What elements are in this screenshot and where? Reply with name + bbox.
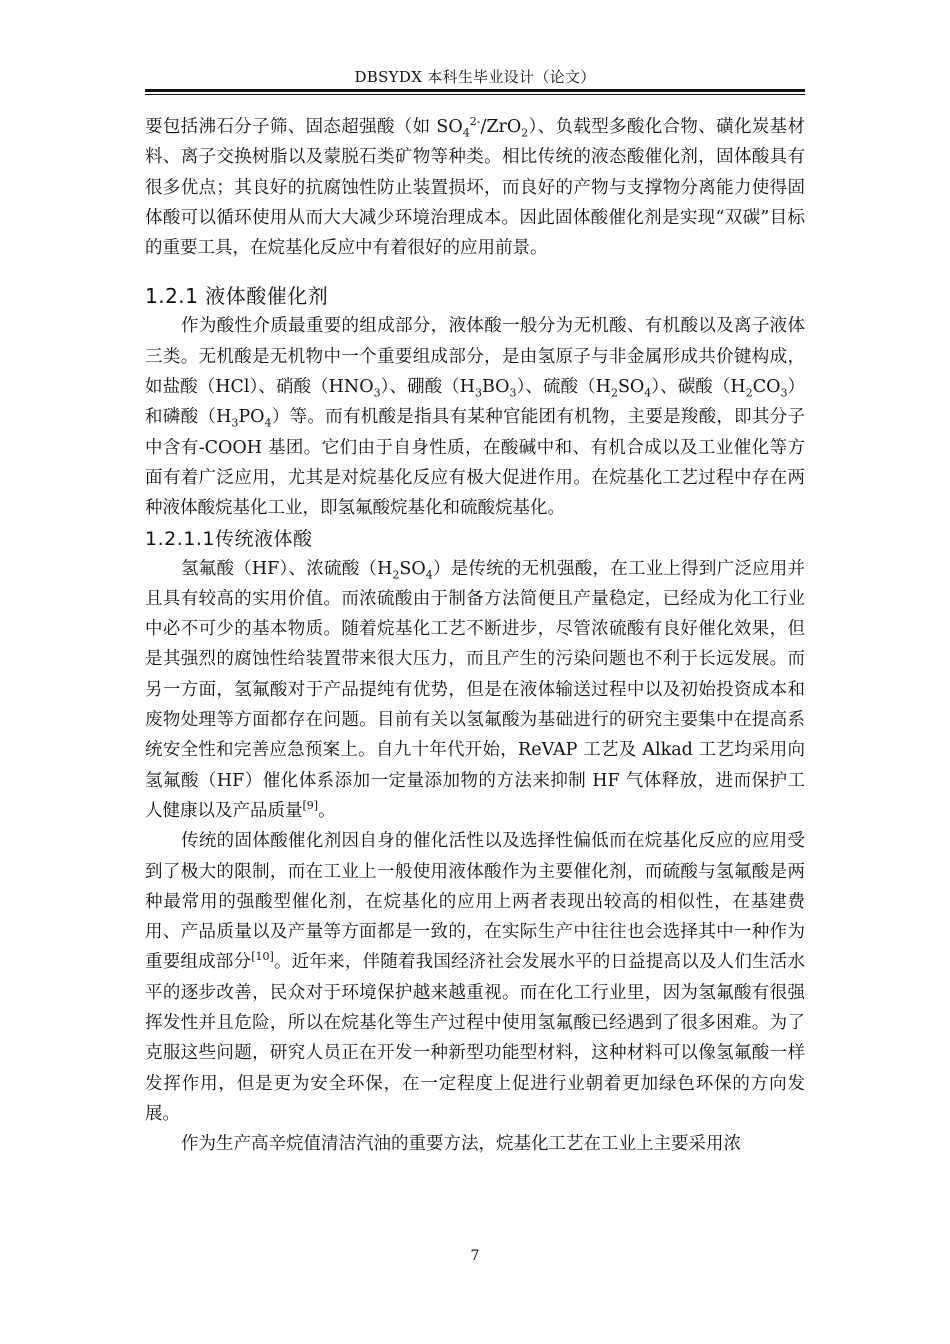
paragraph-solid-acid: 要包括沸石分子筛、固态超强酸（如 $SO_4^{2-}/ZrO_2$）、负载型多酸化合物、磺化炭基材料、离子交换树脂以及蒙脱石类矿物等种类。相比传统的液态酸催化剂，固体酸具有很多优点；其良好的抗腐蚀性防止装置损坏，而良好的产物与支撑物分离能力使得固体酸可以循环使用从而大大减少环境治理成本。因此固体酸催化剂是实现“双碳”目标的重要工具，在烷基化反应中有着很好的应用前景。 [145,115,805,259]
section-heading-1-2-1: 1.2.1 液体酸催化剂 [145,284,329,309]
paragraph-liquid-acid-intro: 作为酸性介质最重要的组成部分，液体酸一般分为无机酸、有机酸以及离子液体三类。无机酸是无机物中一个重要组成部分，是由氢原子与非金属形成共价键构成，如盐酸（HCl）、硝酸$(HNO_3)$、硼酸$(H_3BO_3)$、硫酸$(H_2SO_4)$、碳酸$(H_2CO_3)$和磷酸$(H_3PO_4)$等。而有机酸是指具有某种官能团有机物，主要是羧酸，即其分子中含有-COOH 基团。它们由于自身性质，在酸碱中和、有机合成以及工业催化等方面有着广泛应用，尤其是对烷基化反应有极大促进作用。在烷基化工艺过程中存在两种液体酸烷基化工业，即氢氟酸烷基化和硫酸烷基化。 [145,316,806,519]
header-rule-thick [145,89,805,92]
header-rule-thin [145,94,805,95]
citation-10: [10] [251,950,274,964]
paragraph-solid-vs-liquid: 传统的固体酸催化剂因自身的催化活性以及选择性偏低而在烷基化反应的应用受到了极大的限制，而在工业上一般使用液体酸作为主要催化剂，而硫酸与氢氟酸是两种最常用的强酸型催化剂，在烷基化的应用上两者表现出较高的相似性，在基建费用、产品质量以及产量等方面都是一致的，在实际生产中往往也会选择其中一种作为重要组成部分[10]。近年来，伴随着我国经济社会发展水平的日益提高以及人们生活水平的逐步改善，民众对于环境保护越来越重视。而在化工行业里，因为氢氟酸有很强挥发性并且危险，所以在烷基化等生产过程中使用氢氟酸已经遇到了很多困难。为了克服这些问题，研究人员正在开发一种新型功能型材料，这种材料可以像氢氟酸一样发挥作用，但是更为安全环保，在一定程度上促进行业朝着更加绿色环保的方向发展。 [145,831,805,1124]
paragraph-traditional-liquid-acid: 氢氟酸（HF）、浓硫酸$(H_2SO_4)$是传统的无机强酸，在工业上得到广泛应用并且具有较高的实用价值。而浓硫酸由于制备方法简便且产量稳定，已经成为化工行业中必不可少的基本物质。随着烷基化工艺不断进步，尽管浓硫酸有良好催化效果，但是其强烈的腐蚀性给装置带来很大压力，而且产生的污染问题也不利于长远发展。而另一方面，氢氟酸对于产品提纯有优势，但是在液体输送过程中以及初始投资成本和废物处理等方面都存在问题。目前有关以氢氟酸为基础进行的研究主要集中在提高系统安全性和完善应急预案上。自九十年代开始，ReVAP 工艺及 Alkad 工艺均采用向氢氟酸（HF）催化体系添加一定量添加物的方法来抑制 HF 气体释放，进而保护工人健康以及产品质量[9]。 [145,558,805,821]
citation-9: [9] [302,799,319,813]
page-number: 7 [470,1248,480,1264]
running-header: DBSYDX 本科生毕业设计（论文） [354,68,596,86]
body-text [145,112,805,1160]
section-heading-1-2-1-1: 1.2.1.1传统液体酸 [145,527,313,550]
paragraph-alkylation-gasoline: 作为生产高辛烷值清洁汽油的重要方法，烷基化工艺在工业上主要采用浓 [181,1134,741,1155]
